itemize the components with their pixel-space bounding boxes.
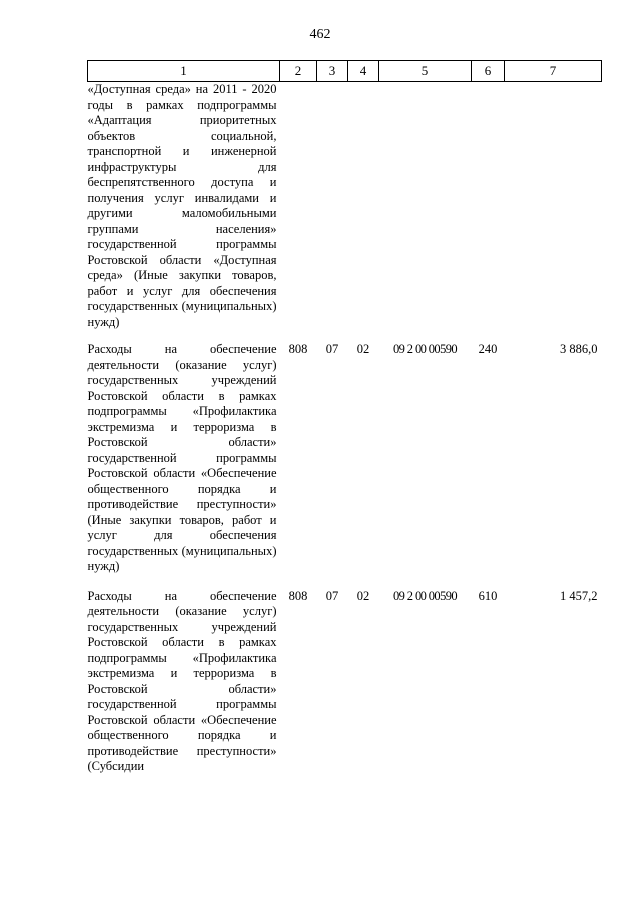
ministry-code: 808: [288, 588, 308, 603]
expense-name: Расходы на обеспечение деятельности (оказание услуг) государственных учреждений Ростовской области в рамках подпрограммы «Профилактика экстремизма и терроризма в Ростовской области» государственной программы Ростовской области «Обеспечение общественного порядка и противодействие преступности» (Иные закупки товаров, работ и услуг для обеспечения государственных (муниципальных) нужд): [87, 342, 277, 573]
section-code: 07: [325, 588, 339, 603]
column-header-1: 1: [88, 61, 280, 82]
amount: [505, 82, 602, 340]
page-number: 462: [309, 27, 331, 42]
target-article-code: 09 2 00 00590: [392, 342, 458, 356]
column-header-6: 6: [472, 61, 505, 82]
column-header-3: 3: [317, 61, 348, 82]
subsection-code: [348, 82, 379, 340]
expense-type-code: [472, 82, 505, 340]
section-code: [317, 82, 348, 340]
table-row: [88, 82, 602, 340]
subsection-code: 02: [356, 588, 370, 603]
ministry-code: 808: [288, 342, 308, 356]
section-code: 07: [325, 342, 339, 356]
column-header-5: 5: [379, 61, 472, 82]
budget-table: [87, 60, 602, 786]
table-header-row: [88, 61, 602, 82]
column-header-2: 2: [280, 61, 317, 82]
expense-type-code: 610: [478, 588, 498, 603]
target-article-code: 09 2 00 00590: [392, 588, 458, 603]
expense-name: «Доступная среда» на 2011 - 2020 годы в рамках подпрограммы «Адаптация приоритетных объектов социальной, транспортной и инженерной инфраструктуры для беспрепятственного доступа и получения услуг инвалидами и другими маломобильными группами населения» государственной программы Ростовской области «Доступная среда» (Иные закупки товаров, работ и услуг для обеспечения государственных (муниципальных) нужд): [87, 82, 277, 329]
ministry-code: [280, 82, 317, 340]
table-row: [88, 586, 602, 786]
expense-name: Расходы на обеспечение деятельности (оказание услуг) государственных учреждений Ростовской области в рамках подпрограммы «Профилактика экстремизма и терроризма в Ростовской области» государственной программы Ростовской области «Обеспечение общественного порядка и противодействие преступности» (Субсидии: [87, 588, 277, 773]
table-row: [88, 339, 602, 586]
subsection-code: 02: [356, 342, 370, 356]
column-header-7: 7: [505, 61, 602, 82]
expense-type-code: 240: [478, 342, 498, 356]
target-article-code: [379, 82, 472, 340]
column-header-4: 4: [348, 61, 379, 82]
amount: 3 886,0: [560, 342, 598, 356]
amount: 1 457,2: [560, 588, 598, 603]
